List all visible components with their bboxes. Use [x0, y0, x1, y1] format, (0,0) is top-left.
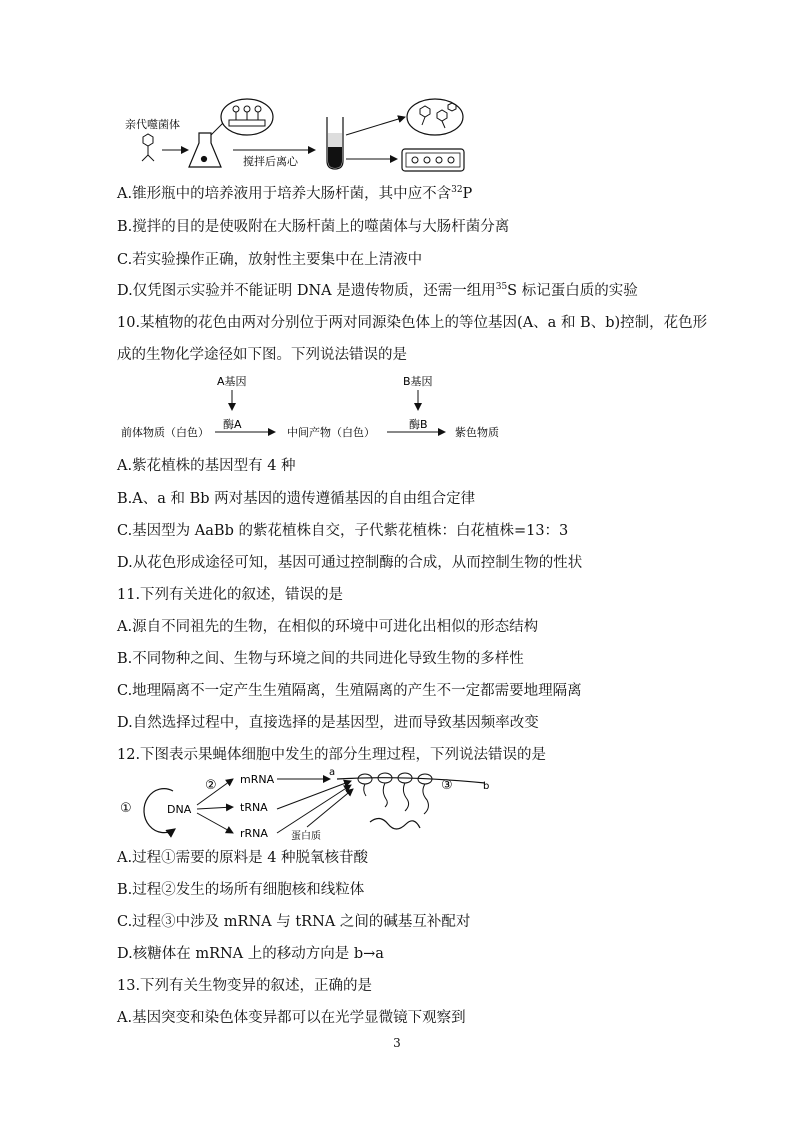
process-1-label: ① [120, 801, 132, 816]
q9-option-d: D.仅凭图示实验并不能证明 DNA 是遗传物质，还需一组用$^{35}$S 标记蛋白质的实验 [117, 282, 638, 299]
enzyme-a-label: 酶A [223, 418, 242, 431]
flower-color-pathway-figure [115, 370, 535, 450]
q12-option-d: D.核糖体在 mRNA 上的移动方向是 b→a [117, 946, 384, 962]
protein-label: 蛋白质 [291, 831, 321, 842]
rrna-label: rRNA [240, 827, 268, 840]
phage-experiment-figure [115, 95, 495, 175]
q12-option-b: B.过程②发生的场所有细胞核和线粒体 [117, 882, 365, 898]
q13-option-a: A.基因突变和染色体变异都可以在光学显微镜下观察到 [117, 1010, 466, 1026]
q10-option-d: D.从花色形成途径可知，基因可通过控制酶的合成，从而控制生物的性状 [117, 555, 583, 571]
precipitate-bacteria-icon [402, 149, 464, 171]
q12-option-a: A.过程①需要的原料是 4 种脱氧核苷酸 [117, 850, 369, 866]
gene-expression-figure [115, 767, 515, 842]
page-number: 3 [393, 1036, 401, 1050]
stir-centrifuge-label: 搅拌后离心 [243, 155, 298, 168]
q10-option-b: B.A、a 和 Bb 两对基因的遗传遵循基因的自由组合定律 [117, 491, 476, 507]
q10-option-a: A.紫花植株的基因型有 4 种 [117, 458, 296, 474]
supernatant-phages-icon [407, 99, 463, 135]
process-2-label: ② [205, 778, 217, 793]
end-b-label: b [483, 781, 490, 792]
gene-b-label: B基因 [403, 375, 433, 388]
polyribosome-icon [358, 773, 432, 814]
mrna-label: mRNA [240, 773, 275, 786]
q11-option-a: A.源自不同祖先的生物，在相似的环境中可进化出相似的形态结构 [117, 619, 539, 635]
q9-option-b: B.搅拌的目的是使吸附在大肠杆菌上的噬菌体与大肠杆菌分离 [117, 219, 510, 235]
trna-label: tRNA [240, 801, 268, 814]
q10-stem-line2: 成的生物化学途径如下图。下列说法错误的是 [117, 347, 407, 363]
protein-chain-icon [370, 818, 420, 829]
product-label: 紫色物质 [455, 426, 499, 439]
flask-icon [189, 133, 221, 167]
process-3-label: ③ [441, 778, 453, 793]
intermediate-label: 中间产物（白色） [287, 426, 375, 439]
q9-option-c: C.若实验操作正确，放射性主要集中在上清液中 [117, 252, 423, 268]
q12-stem: 12.下图表示果蝇体细胞中发生的部分生理过程，下列说法错误的是 [117, 747, 547, 763]
test-tube-icon [327, 117, 343, 169]
q11-stem: 11.下列有关进化的叙述，错误的是 [117, 587, 344, 603]
phage-icon [142, 134, 154, 161]
q10-option-c: C.基因型为 AaBb 的紫花植株自交，子代紫花植株：白花植株=13：3 [117, 523, 569, 539]
q12-option-c: C.过程③中涉及 mRNA 与 tRNA 之间的碱基互补配对 [117, 914, 471, 930]
q13-stem: 13.下列有关生物变异的叙述，正确的是 [117, 978, 373, 994]
q10-stem-line1: 10.某植物的花色由两对分别位于两对同源染色体上的等位基因(A、a 和 B、b)控制，花色形 [117, 315, 708, 331]
gene-a-label: A基因 [217, 375, 247, 388]
q11-option-d: D.自然选择过程中，直接选择的是基因型，进而导致基因频率改变 [117, 715, 539, 731]
q11-option-c: C.地理隔离不一定产生生殖隔离，生殖隔离的产生不一定都需要地理隔离 [117, 683, 582, 699]
precursor-label: 前体物质（白色） [121, 426, 209, 439]
end-a-label: a [329, 767, 336, 778]
q9-option-a: A.锥形瓶中的培养液用于培养大肠杆菌，其中应不含$^{32}$P [117, 185, 473, 202]
enzyme-b-label: 酶B [409, 418, 428, 431]
dna-label: DNA [167, 803, 192, 816]
magnified-infection-icon [221, 99, 273, 135]
parent-phage-label: 亲代噬菌体 [125, 118, 180, 131]
q11-option-b: B.不同物种之间、生物与环境之间的共同进化导致生物的多样性 [117, 651, 524, 667]
